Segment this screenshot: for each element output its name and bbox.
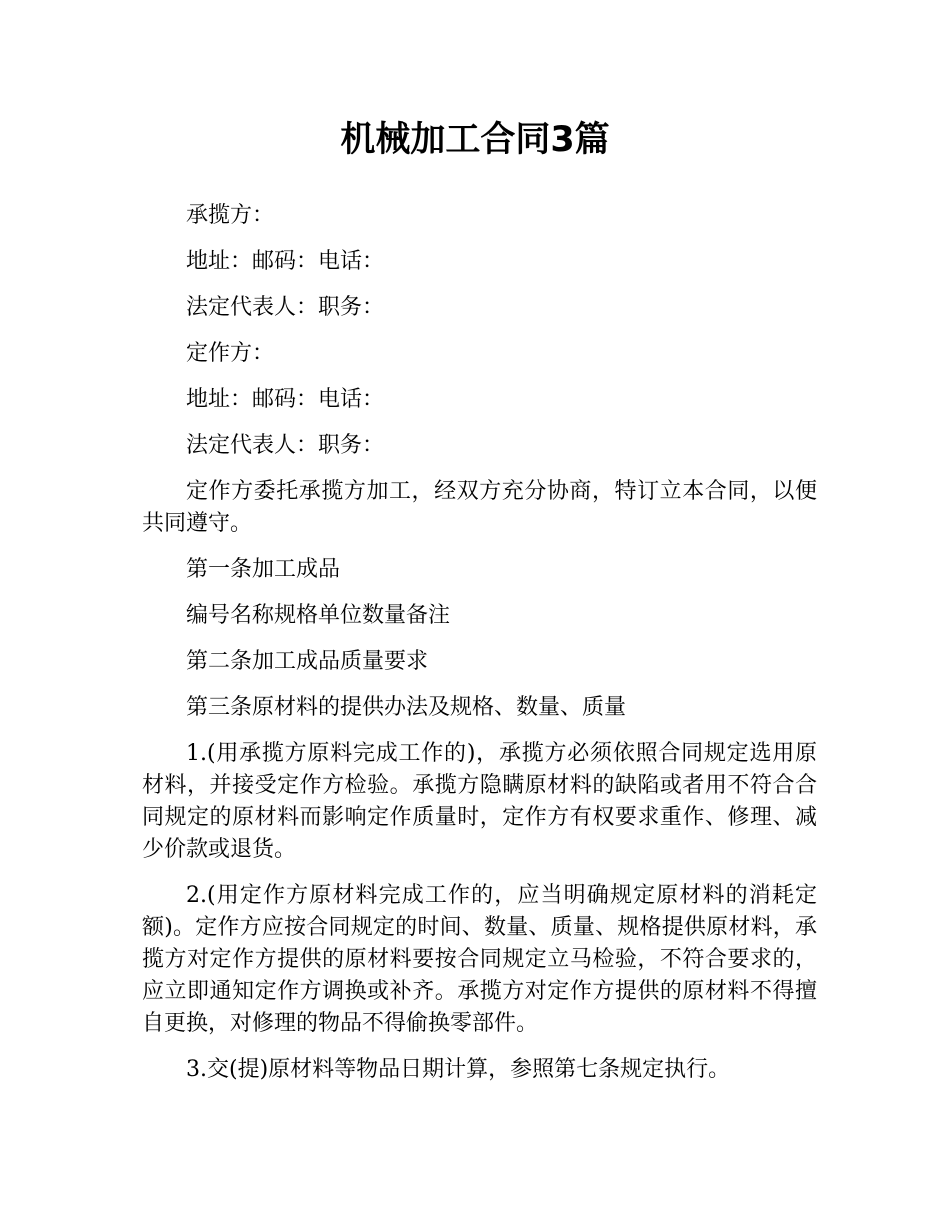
paragraph-clause-1: 1.(用承揽方原料完成工作的)，承揽方必须依照合同规定选用原材料，并接受定作方检验。承揽方隐瞒原材料的缺陷或者用不符合合同规定的原材料而影响定作质量时，定作方有权要求重作、修理、减少价款或退货。	[142, 741, 817, 862]
paragraph-clause-3: 3.交(提)原材料等物品日期计算，参照第七条规定执行。	[186, 1057, 731, 1082]
paragraph-product-columns: 编号名称规格单位数量备注	[186, 603, 451, 628]
paragraph-contractor: 承揽方：	[186, 203, 275, 228]
paragraph-client: 定作方：	[186, 341, 275, 366]
paragraph-article-2: 第二条加工成品质量要求	[186, 649, 429, 674]
paragraph-contractor-representative: 法定代表人：职务：	[186, 295, 385, 320]
paragraph-article-1: 第一条加工成品	[186, 557, 341, 582]
paragraph-clause-2: 2.(用定作方原材料完成工作的，应当明确规定原材料的消耗定额)。定作方应按合同规定的时间、数量、质量、规格提供原材料，承揽方对定作方提供的原材料要按合同规定立马检验，不符合要求的，应立即通知定作方调换或补齐。承揽方对定作方提供的原材料不得擅自更换，对修理的物品不得偷换零部件。	[142, 883, 817, 1036]
document-body	[142, 200, 817, 1100]
paragraph-client-address: 地址：邮码：电话：	[186, 387, 385, 412]
paragraph-client-representative: 法定代表人：职务：	[186, 433, 385, 458]
paragraph-article-3: 第三条原材料的提供办法及规格、数量、质量	[186, 695, 627, 720]
paragraph-preamble: 定作方委托承揽方加工，经双方充分协商，特订立本合同，以便共同遵守。	[142, 479, 817, 536]
paragraph-contractor-address: 地址：邮码：电话：	[186, 249, 385, 274]
document-title: 机械加工合同3篇	[340, 120, 610, 160]
